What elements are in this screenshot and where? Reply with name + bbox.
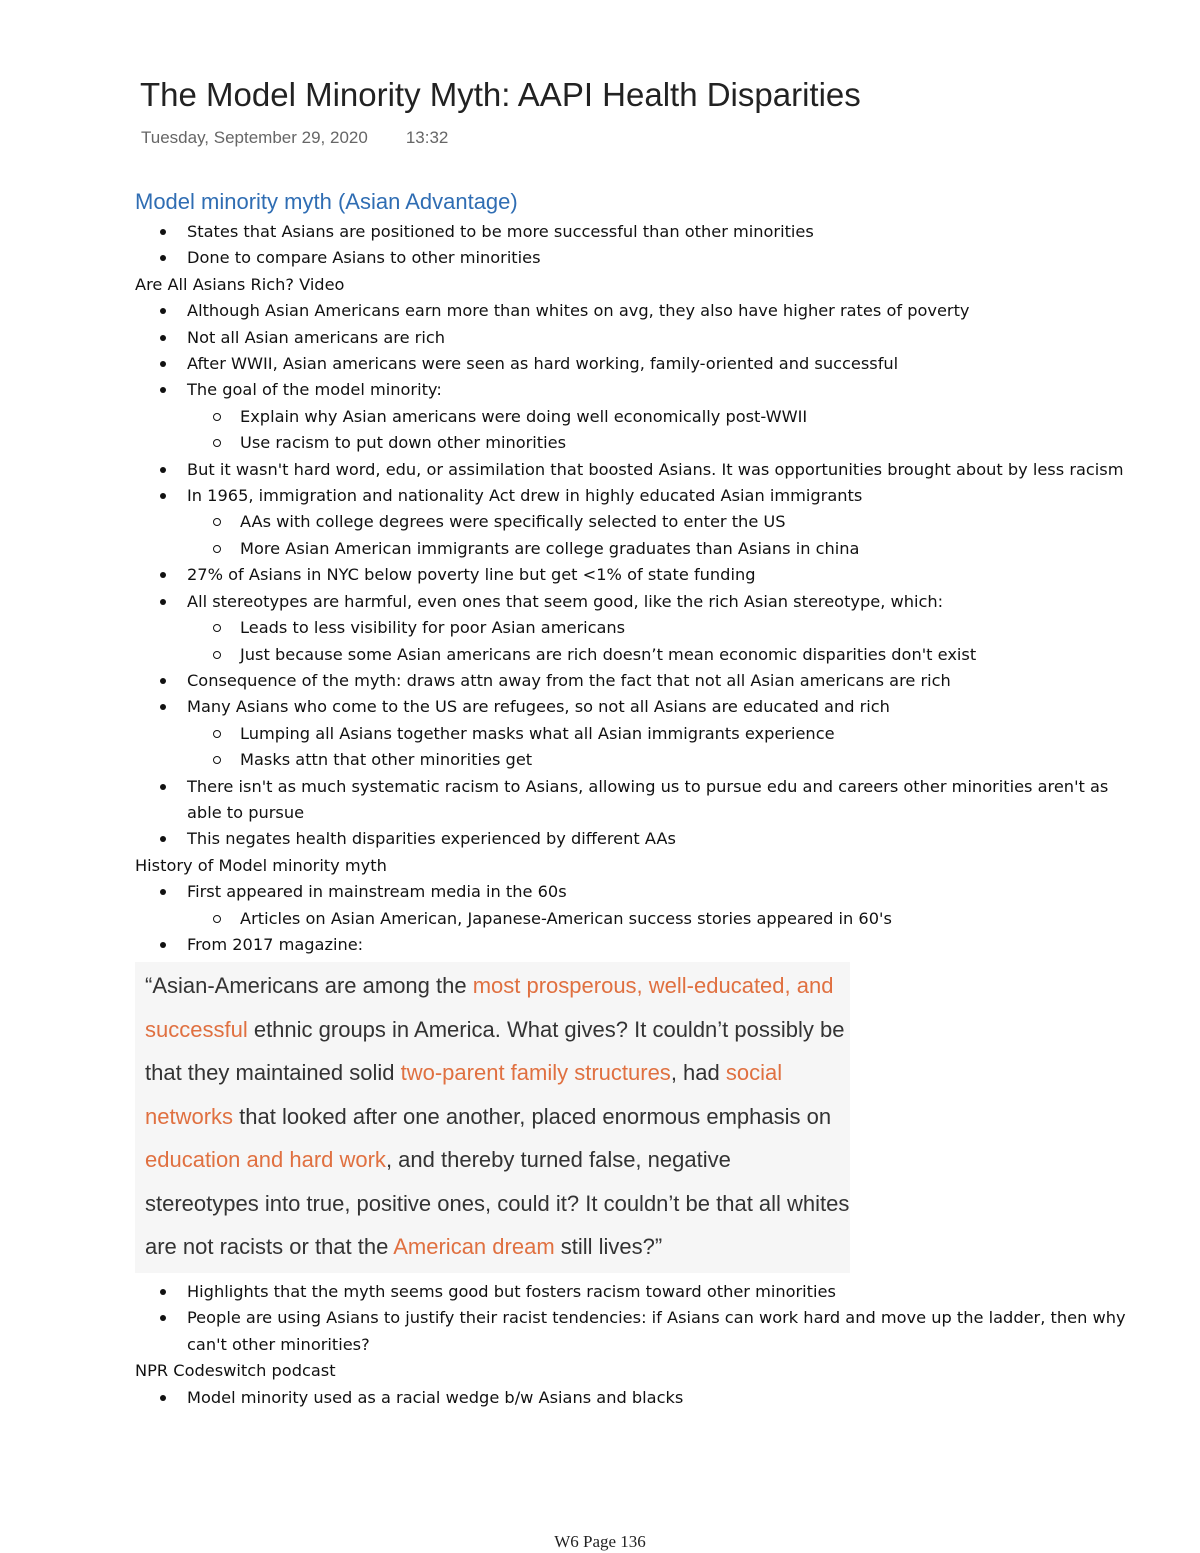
- list-item-text: All stereotypes are harmful, even ones that seem good, like the rich Asian stereotype, which:: [187, 591, 944, 611]
- page-title: The Model Minority Myth: AAPI Health Disparities: [140, 76, 861, 113]
- sub-list: [187, 404, 1135, 457]
- bullet-list: [135, 879, 1135, 958]
- sub-list: [187, 509, 1135, 562]
- list-item-text: The goal of the model minority:: [187, 380, 442, 400]
- quote-highlight: two-parent family structures: [400, 1060, 671, 1086]
- list-item-text: In 1965, immigration and nationality Act drew in highly educated Asian immigrants: [187, 486, 863, 506]
- section-label: History of Model minority myth: [135, 855, 387, 875]
- sub-list-item: More Asian American immigrants are college graduates than Asians in china: [187, 536, 1135, 562]
- note-body: [135, 187, 1135, 1411]
- sub-list-item: Just because some Asian americans are rich doesn’t mean economic disparities don't exist: [187, 642, 1135, 668]
- quote-highlight: education and hard work: [145, 1147, 386, 1173]
- sub-list-item: Lumping all Asians together masks what all Asian immigrants experience: [187, 721, 1135, 747]
- quote-highlight: American dream: [393, 1234, 555, 1260]
- list-item: But it wasn't hard word, edu, or assimilation that boosted Asians. It was opportunities brought about by less racism: [135, 457, 1135, 483]
- page-date: Tuesday, September 29, 2020: [141, 128, 368, 147]
- quote-text: still lives?”: [554, 1234, 663, 1260]
- list-item: 27% of Asians in NYC below poverty line but get <1% of state funding: [135, 562, 1135, 588]
- list-item: Consequence of the myth: draws attn away from the fact that not all Asian americans are rich: [135, 668, 1135, 694]
- list-item: This negates health disparities experienced by different AAs: [135, 826, 1135, 852]
- list-item: [135, 377, 1135, 456]
- list-item: Although Asian Americans earn more than whites on avg, they also have higher rates of poverty: [135, 298, 1135, 324]
- list-item: After WWII, Asian americans were seen as hard working, family-oriented and successful: [135, 351, 1135, 377]
- quote-highlight: most prosperous, well-educated, and successful: [145, 973, 834, 1042]
- list-item: States that Asians are positioned to be more successful than other minorities: [135, 219, 1135, 245]
- sub-list-item: Use racism to put down other minorities: [187, 430, 1135, 456]
- list-item: Done to compare Asians to other minorities: [135, 245, 1135, 271]
- list-item: [135, 694, 1135, 773]
- bullet-list: [135, 1279, 1135, 1358]
- list-item: [135, 879, 1135, 932]
- page-footer: W6 Page 136: [554, 1532, 646, 1551]
- sub-list-item: Explain why Asian americans were doing well economically post-WWII: [187, 404, 1135, 430]
- quote-text: ethnic groups in America. What gives? It couldn’t possibly be that they maintained solid: [145, 1016, 845, 1086]
- quote-text: , had: [670, 1060, 726, 1086]
- bullet-list: [135, 1385, 1135, 1411]
- list-item: From 2017 magazine:: [135, 932, 1135, 958]
- list-item-text: Many Asians who come to the US are refugees, so not all Asians are educated and rich: [187, 697, 890, 717]
- bullet-list: [135, 298, 1135, 853]
- quote-text: , and thereby turned false, negative stereotypes into true, positive ones, could it? It couldn’t be that all whites are not racists or that the: [145, 1147, 850, 1260]
- page-time: 13:32: [405, 128, 449, 147]
- magazine-quote-image: [135, 962, 850, 1273]
- section-label: NPR Codeswitch podcast: [135, 1361, 336, 1381]
- sub-list-item: Masks attn that other minorities get: [187, 747, 1135, 773]
- page-meta: [141, 128, 448, 148]
- list-item: [135, 483, 1135, 562]
- list-item: Model minority used as a racial wedge b/w Asians and blacks: [135, 1385, 1135, 1411]
- sub-list-item: AAs with college degrees were specifically selected to enter the US: [187, 509, 1135, 535]
- quote-text: that looked after one another, placed enormous emphasis on: [233, 1103, 832, 1129]
- sub-list: [187, 906, 1135, 932]
- quote-highlight: social networks: [145, 1060, 783, 1129]
- sub-list-item: Articles on Asian American, Japanese-American success stories appeared in 60's: [187, 906, 1135, 932]
- section-label: Are All Asians Rich? Video: [135, 274, 345, 294]
- section-heading: Model minority myth (Asian Advantage): [135, 189, 518, 214]
- quote-text: “Asian-Americans are among the: [145, 973, 473, 999]
- bullet-list: [135, 219, 1135, 272]
- sub-list: [187, 615, 1135, 668]
- list-item-text: First appeared in mainstream media in the 60s: [187, 882, 567, 902]
- list-item: [135, 589, 1135, 668]
- sub-list: [187, 721, 1135, 774]
- list-item: There isn't as much systematic racism to Asians, allowing us to pursue edu and careers other minorities aren't as able to pursue: [135, 774, 1135, 827]
- list-item: Highlights that the myth seems good but fosters racism toward other minorities: [135, 1279, 1135, 1305]
- list-item: People are using Asians to justify their racist tendencies: if Asians can work hard and move up the ladder, then why can't other minorities?: [135, 1305, 1135, 1358]
- sub-list-item: Leads to less visibility for poor Asian americans: [187, 615, 1135, 641]
- list-item: Not all Asian americans are rich: [135, 325, 1135, 351]
